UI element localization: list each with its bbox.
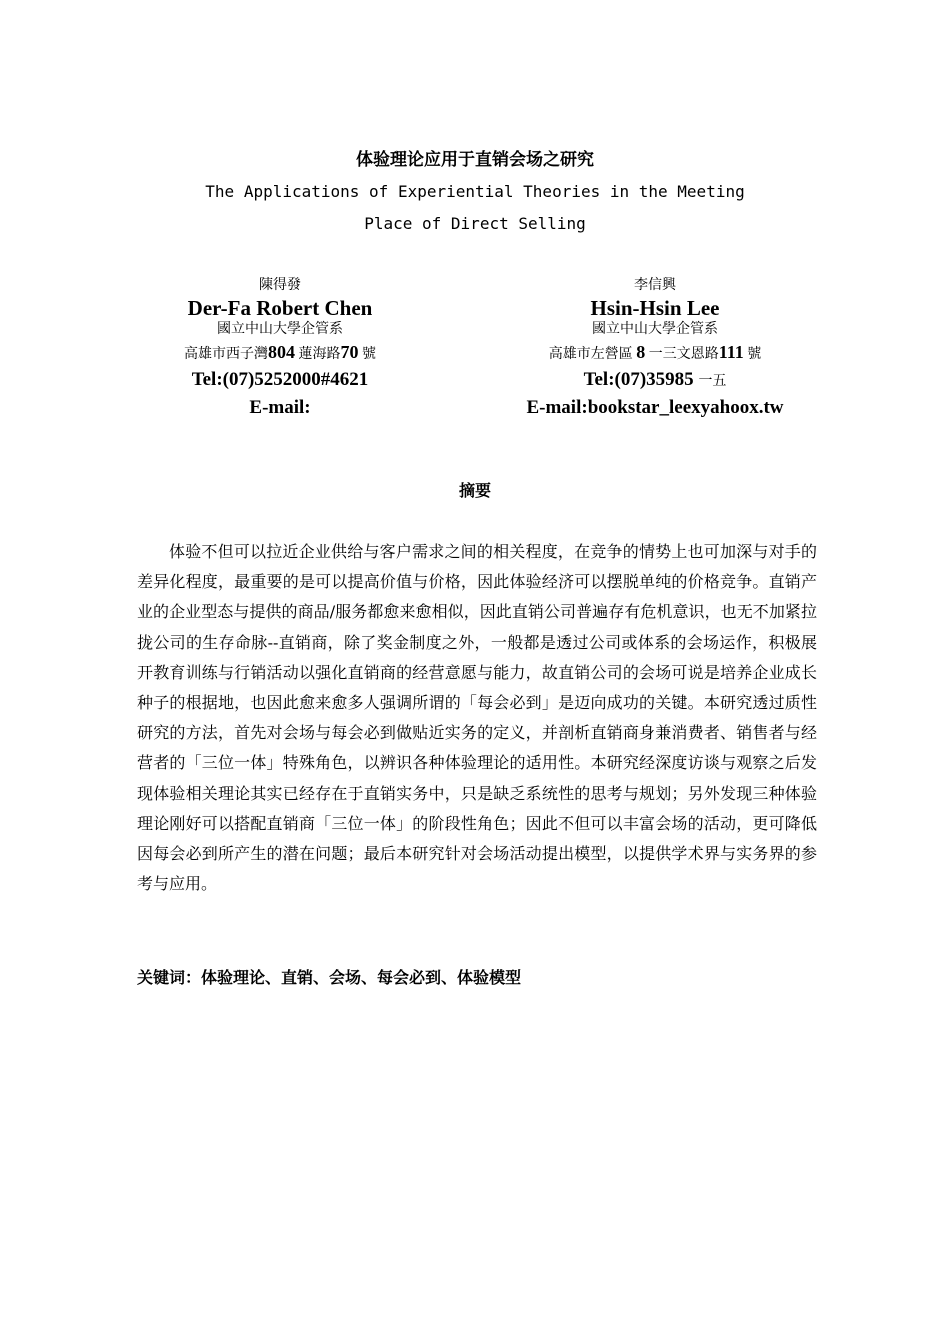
paper-title-english-line1: The Applications of Experiential Theories in the Meeting: [205, 182, 745, 201]
address-postal-code: 8: [636, 342, 646, 362]
author-block-lee: [480, 276, 830, 421]
author-department: 國立中山大學企管系: [592, 322, 718, 337]
paper-title-chinese: 体验理论应用于直销会场之研究: [356, 150, 594, 170]
address-postal-code: 804: [268, 342, 295, 362]
address-city: 高雄市西子灣: [184, 347, 268, 362]
address-number: 70: [340, 342, 359, 362]
author-name-chinese: 李信興: [634, 278, 676, 293]
abstract-body: 体验不但可以拉近企业供给与客户需求之间的相关程度，在竞争的情势上也可加深与对手的差异化程度，最重要的是可以提高价值与价格，因此体验经济可以摆脱单纯的价格竞争。直销产业的企业型态与提供的商品/服务都愈来愈相似，因此直销公司普遍存有危机意识，也无不加紧拉拢公司的生存命脉--直销商，除了奖金制度之外，一般都是透过公司或体系的会场运作，积极展开教育训练与行销活动以强化直销商的经营意愿与能力，故直销公司的会场可说是培养企业成长种子的根据地，也因此愈来愈多人强调所谓的「每会必到」是迈向成功的关键。本研究透过质性研究的方法，首先对会场与每会必到做贴近实务的定义，并剖析直销商身兼消费者、销售者与经营者的「三位一体」特殊角色，以辨识各种体验理论的适用性。本研究经深度访谈与观察之后发现体验相关理论其实已经存在于直销实务中，只是缺乏系统性的思考与规划；另外发现三种体验理论刚好可以搭配直销商「三位一体」的阶段性角色；因此不但可以丰富会场的活动，更可降低因每会必到所产生的潜在问题；最后本研究针对会场活动提出模型，以提供学术界与实务界的参考与应用。: [137, 542, 817, 894]
abstract-heading: 摘要: [458, 481, 491, 500]
author-address: [480, 340, 830, 367]
telephone-suffix: 一五: [698, 374, 727, 389]
paper-title-english-line2: Place of Direct Selling: [364, 214, 586, 233]
telephone-number: Tel:(07)5252000#4621: [191, 369, 369, 390]
address-road: 蓮海路: [298, 347, 341, 362]
author-telephone: [130, 367, 430, 395]
author-address: [130, 340, 430, 367]
address-road: 一三文恩路: [648, 347, 719, 362]
address-number: 111: [718, 342, 744, 362]
author-block-chen: [130, 276, 430, 421]
keywords-line: 关键词：体验理论、直销、会场、每会必到、体验模型: [137, 968, 522, 987]
author-email: E-mail:bookstar_leexyahoox.tw: [526, 397, 784, 418]
author-name-english: Der-Fa Robert Chen: [187, 296, 373, 320]
author-name-chinese: 陳得發: [259, 278, 301, 293]
address-suffix: 號: [747, 347, 762, 362]
author-email: E-mail:: [249, 397, 311, 418]
telephone-number: Tel:(07)35985: [583, 369, 694, 390]
author-department: 國立中山大學企管系: [217, 322, 343, 337]
author-telephone: [480, 367, 830, 395]
address-city: 高雄市左營區: [548, 347, 633, 362]
author-name-english: Hsin-Hsin Lee: [590, 296, 720, 320]
address-suffix: 號: [362, 347, 376, 362]
